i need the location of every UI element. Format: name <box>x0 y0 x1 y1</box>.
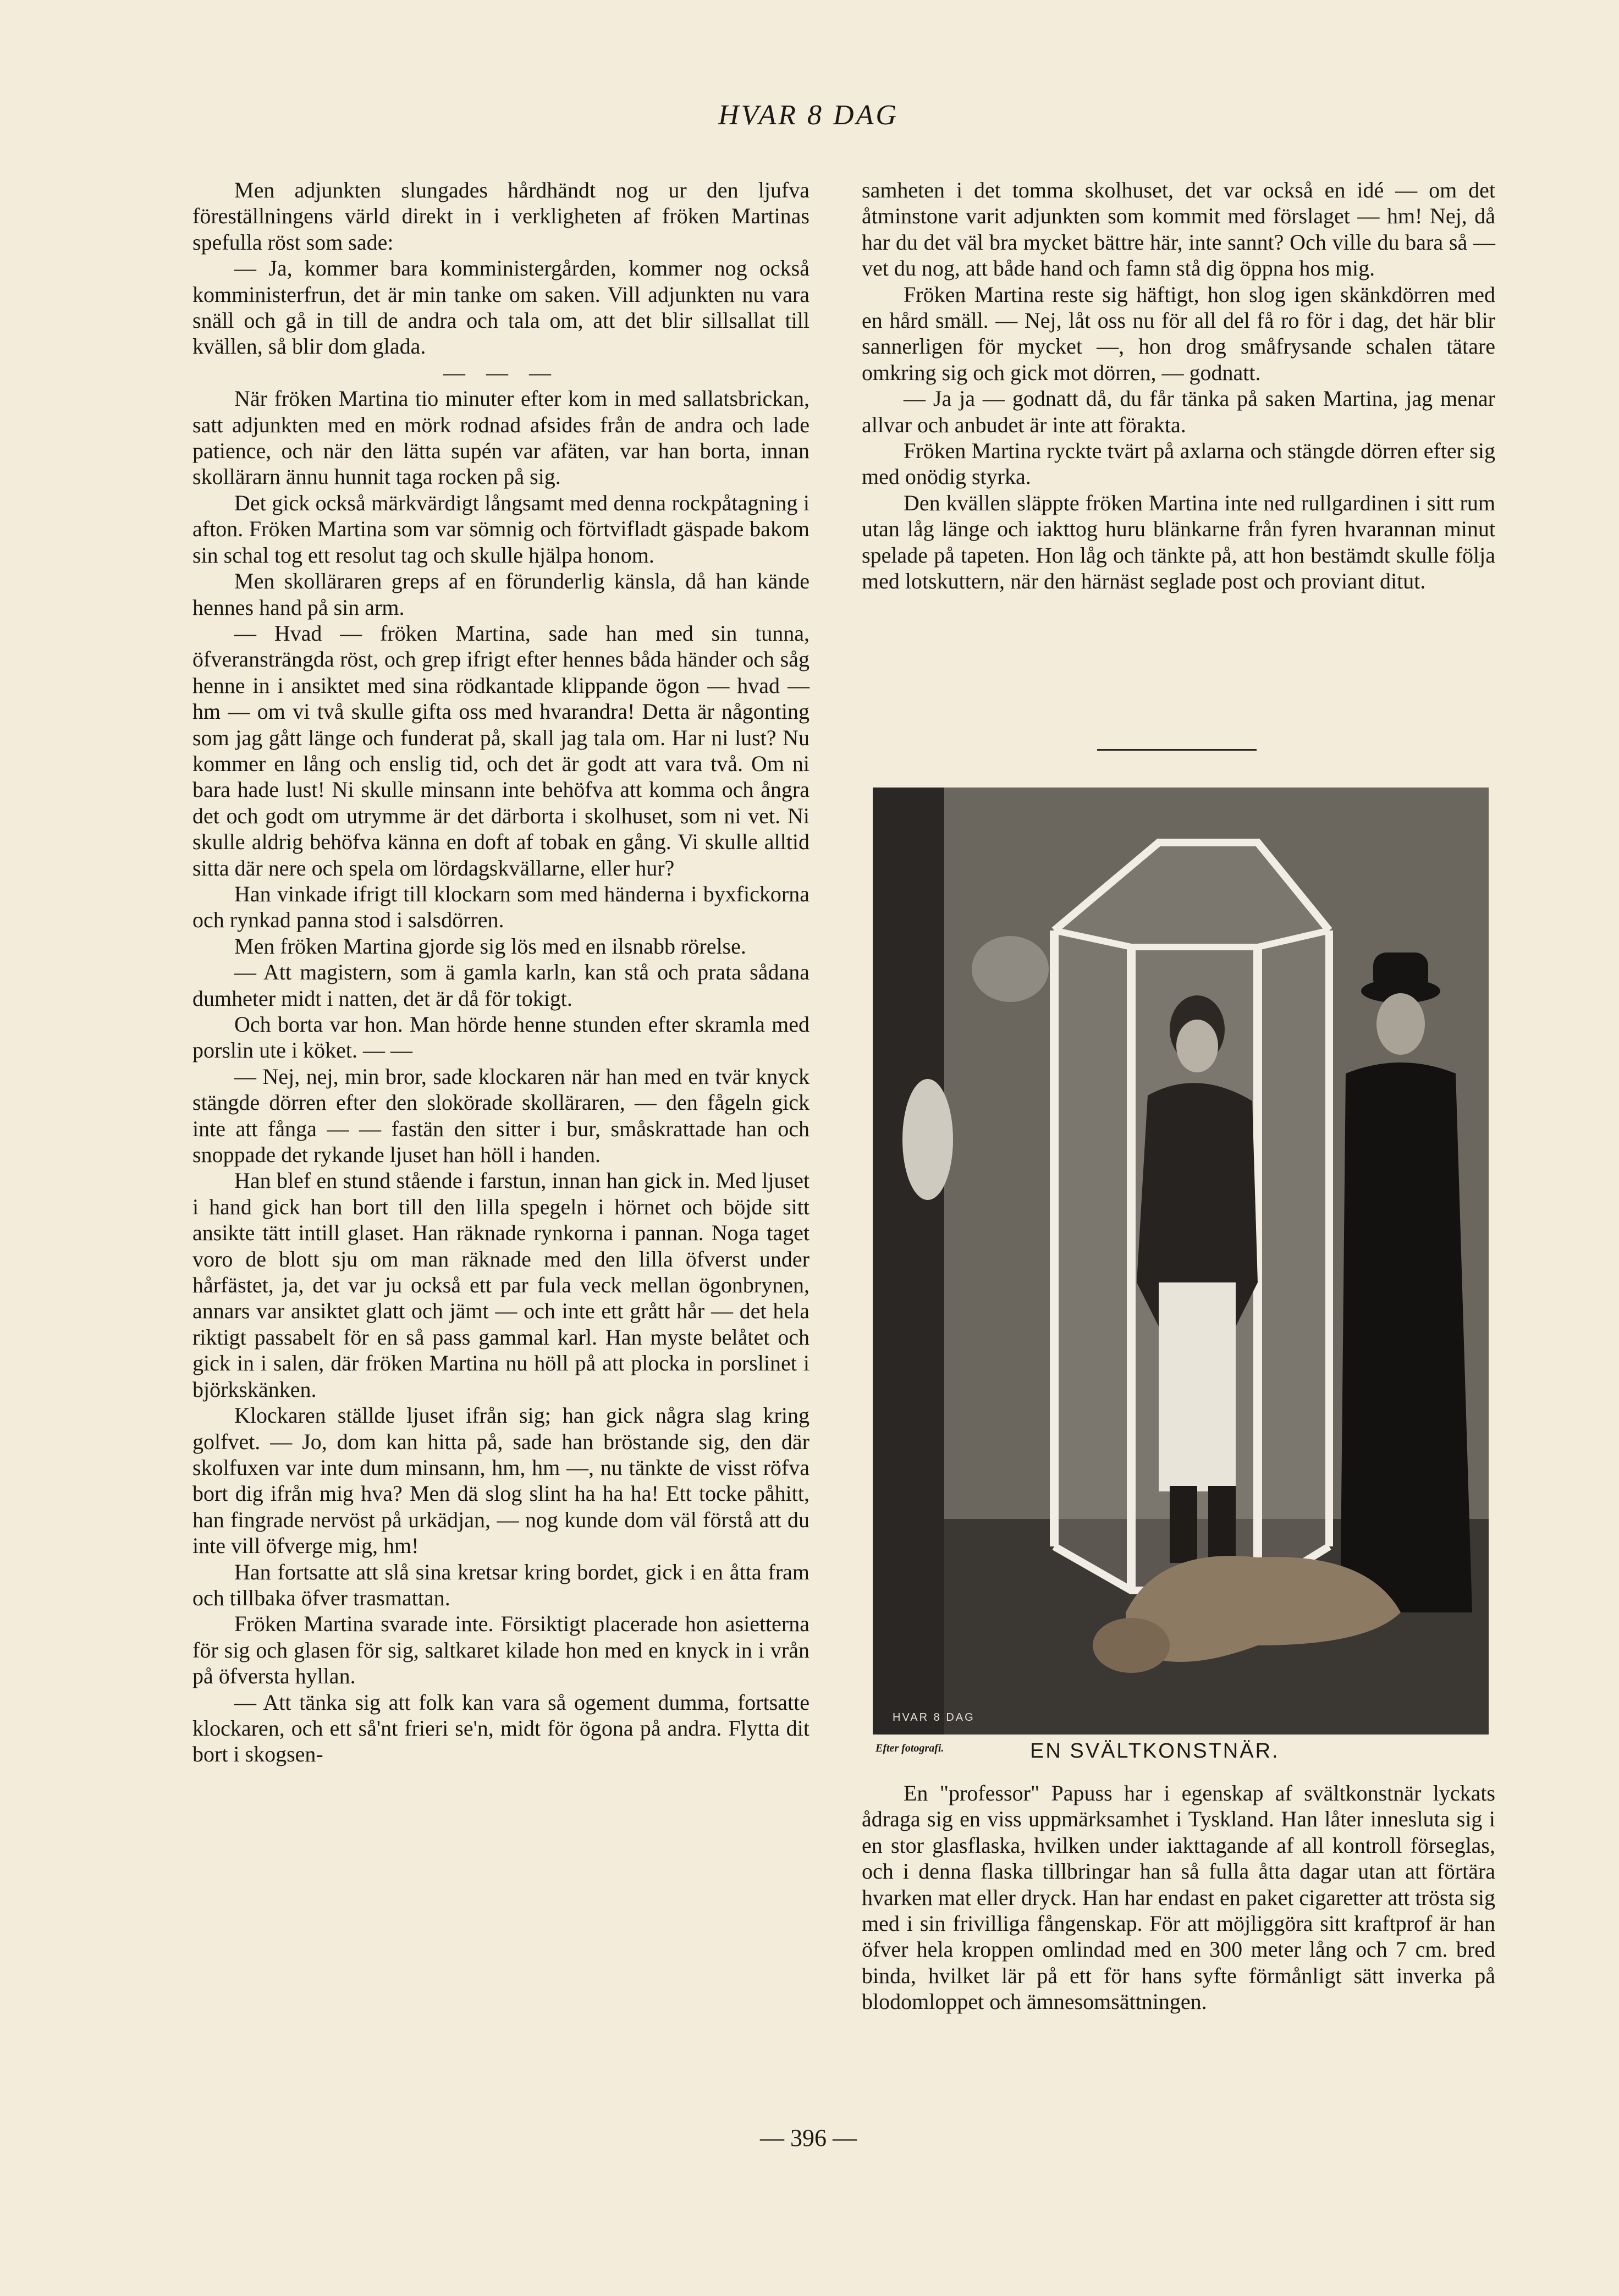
paragraph: Men adjunkten slungades hårdhändt nog ur den ljufva föreställningens värld direkt in i verkligheten af fröken Martinas spefulla röst som sade: <box>192 178 810 255</box>
running-header: HVAR 8 DAG <box>718 100 899 131</box>
paragraph: — Ja ja — godnatt då, du får tänka på saken Martina, jag menar allvar och anbudet är inte att förakta. <box>862 386 1495 437</box>
paragraph: — Nej, nej, min bror, sade klockaren när han med en tvär knyck stängde dörren efter den slokörade skolläraren, — den fågeln gick inte att fånga — — fastän den sitter i bur, småskrattade han och snoppade det rykande ljuset han höll i handen. <box>192 1064 810 1168</box>
paragraph: — Hvad — fröken Martina, sade han med sin tunna, öfveransträngda röst, och grep ifrigt efter hennes båda händer och såg henne in i ansiktet med sina rödkantade klippande ögon — hvad — hm — om vi två skulle gifta oss med hvarandra! Detta är någonting som jag gått länge och funderat på, skall jag tala om. Har ni lust? Nu kommer en lång och enslig tid, och det är godt att vara två. Om ni bara hade lust! Ni skulle minsann inte behöfva att komma och ångra det och godt om utrymme är det därborta i skolhuset, som ni vet. Ni skulle aldrig behöfva känna en doft af tobak en gång. Vi skulle alltid sitta där nere och spela om lördagskvällarne, eller hur? <box>192 620 810 880</box>
photo-illustration <box>873 788 1489 1735</box>
paragraph: — Att magistern, som ä gamla karln, kan stå och prata sådana dumheter midt i natten, det är då för tokigt. <box>192 960 810 1011</box>
paragraph: Han blef en stund stående i farstun, innan han gick in. Med ljuset i hand gick han bort till den lilla spegeln i hörnet och böjde sitt ansikte tätt intill glaset. Han räknade rynkorna i pannan. Noga taget voro de blott sju om man räknade med den lilla öfverst under hårfästet, ja, det var ju också ett par fula veck mellan ögonbrynen, annars var ansiktet glatt och jämt — och inte ett grått hår — det hela riktigt passabelt för en så pass gammal karl. Han myste belåtet och gick in i salen, där fröken Martina nu höll på att plocka in porslinet i björkskänken. <box>192 1168 810 1402</box>
right-column-top <box>862 177 1495 594</box>
end-rule <box>1097 749 1257 751</box>
paragraph: — Ja, kommer bara komministergården, kommer nog också komministerfrun, det är min tanke om saken. Vill adjunkten nu vara snäll och gå in till de andra och tala om, att det blir sillsallat till kvällen, så blir dom glada. <box>192 256 810 359</box>
paragraph: Men skolläraren greps af en förunderlig känsla, då han kände hennes hand på sin arm. <box>192 569 810 620</box>
paragraph: Han vinkade ifrigt till klockarn som med händerna i byxfickorna och rynkad panna stod i salsdörren. <box>192 881 810 933</box>
paragraph: Den kvällen släppte fröken Martina inte ned rullgardinen i sitt rum utan låg länge och iakttog huru blänkarne från fyren hvarannan minut spelade på tapeten. Hon låg och tänkte på, att hon bestämdt skulle följa med lotskuttern, när den härnäst seglade post och proviant ditut. <box>862 490 1495 594</box>
section-separator: — — — <box>443 360 559 385</box>
paragraph: Fröken Martina ryckte tvärt på axlarna och stängde dörren efter sig med onödig styrka. <box>862 438 1495 489</box>
photo-stamp: HVAR 8 DAG <box>893 1711 975 1724</box>
paragraph: Fröken Martina svarade inte. Försiktigt placerade hon asietterna för sig och glasen för sig, saltkaret kilade hon med en knyck in i vrån på öfversta hyllan. <box>192 1611 810 1689</box>
paragraph: Men fröken Martina gjorde sig lös med en ilsnabb rörelse. <box>234 933 746 959</box>
paragraph: En "professor" Papuss har i egenskap af svältkonstnär lyckats ådraga sig en viss uppmärksamhet i Tyskland. Han låter innesluta sig i en stor glasflaska, hvilken under iakttagande af all kontroll förseglas, och i denna flaska tillbringar han så fulla åtta dagar utan att förtära hvarken mat eller dryck. Han har endast en paket cigaretter att trösta sig med i sin frivilliga fångenskap. För att möjliggöra sitt kraftprof är han öfver hela kroppen omlindad med en 300 meter lång och 7 cm. bred binda, hvilket lär på ett för hans syfte förmånligt sätt inverka på blodomloppet och ämnesomsättningen. <box>862 1781 1495 2014</box>
paragraph: Fröken Martina reste sig häftigt, hon slog igen skänkdörren med en hård smäll. — Nej, låt oss nu för all del få ro för i dag, det här blir sannerligen för mycket —, hon drog småfrysande schalen tätare omkring sig och gick mot dörren, — godnatt. <box>862 282 1495 385</box>
paragraph: När fröken Martina tio minuter efter kom in med sallatsbrickan, satt adjunkten med en mörk rodnad afsides från de andra och lade patience, och när den lätta supén var afäten, var han borta, innan skollärarn ännu hunnit taga rocken på sig. <box>192 386 810 489</box>
paragraph: Det gick också märkvärdigt långsamt med denna rockpåtagning i afton. Fröken Martina som var sömnig och förtvifladt gäspade bakom sin schal tog ett resolut tag och skulle hjälpa honom. <box>192 490 810 568</box>
paragraph: Han fortsatte att slå sina kretsar kring bordet, gick i en åtta fram och tillbaka öfver trasmattan. <box>192 1559 810 1610</box>
photo-caption: EN SVÄLTKONSTNÄR. <box>1030 1739 1280 1763</box>
left-column <box>192 177 810 1768</box>
paragraph: — Att tänka sig att folk kan vara så ogement dumma, fortsatte klockaren, och ett så'nt frieri se'n, midt för ögona på andra. Flytta dit bort i skogsen- <box>192 1689 810 1767</box>
photograph-hunger-artist <box>873 788 1489 1735</box>
right-column-bottom <box>862 1780 1495 2015</box>
paragraph: samheten i det tomma skolhuset, det var också en idé — om det åtminstone varit adjunkten som kommit med förslaget — hm! Nej, då har du det väl bra mycket bättre här, inte sannt? Och ville du bara så — vet du nog, att både hand och famn stå dig öppna hos mig. <box>862 178 1495 281</box>
page-number: — 396 — <box>760 2124 857 2151</box>
paragraph: Och borta var hon. Man hörde henne stunden efter skramla med porslin ute i köket. — — <box>192 1012 810 1063</box>
paragraph: Klockaren ställde ljuset ifrån sig; han gick några slag kring golfvet. — Jo, dom kan hitta på, sade han bröstande sig, den där skolfuxen var inte dum minsann, hm, hm —, nu tänkte de visst röfva bort dig ifrån mig hva? Men dä slog slint ha ha ha! Ett tocke påhitt, han fingrade nervöst på urkädjan, — nog kunde dom väl förstå att du inte vill öfverge mig, hm! <box>192 1403 810 1559</box>
photo-credit: Efter fotografi. <box>875 1742 944 1754</box>
